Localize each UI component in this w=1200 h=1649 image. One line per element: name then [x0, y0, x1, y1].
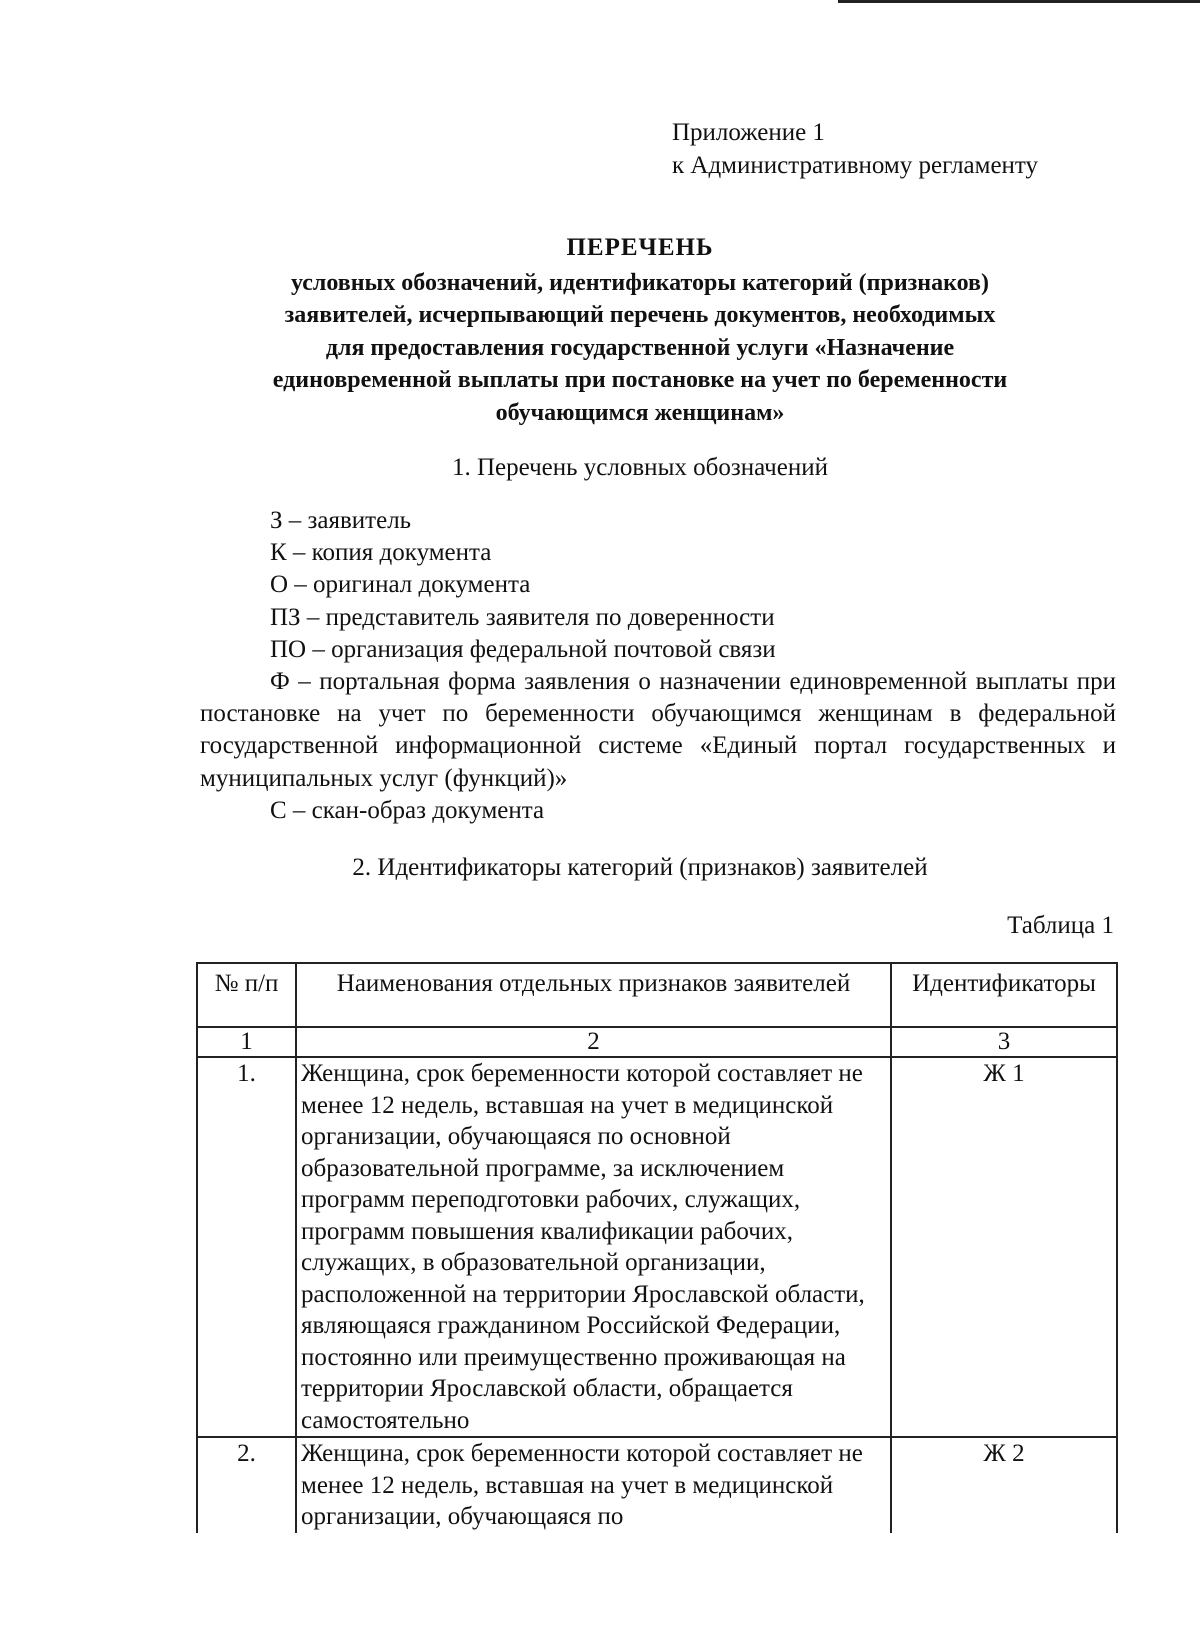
- heading-line-3: для предоставления государственной услуги «Назначение: [325, 334, 955, 361]
- legend-item: Ф – портальная форма заявления о назначении единовременной выплаты при постановке на учет по беременности обучающимся женщинам в федеральной государственной информационной системе «Единый портал государственных и муниципальных услуг (функций)»: [200, 668, 1116, 792]
- heading-line-2: заявителей, исчерпывающий перечень документов, необходимых: [284, 302, 996, 328]
- table-row: [197, 1057, 1117, 1437]
- section-2-title: 2. Идентификаторы категорий (признаков) заявителей: [352, 854, 928, 881]
- appendix-line-2: к Административному регламенту: [672, 152, 1039, 179]
- row-description: Женщина, срок беременности которой составляет не менее 12 недель, вставшая на учет в медицинской организации, обучающаяся по: [296, 1437, 891, 1533]
- legend-item: К – копия документа: [270, 539, 492, 567]
- scan-artifact-line: [838, 0, 1200, 3]
- legend-item: О – оригинал документа: [270, 571, 531, 599]
- table-row: [197, 1437, 1117, 1533]
- legend-item: С – скан-образ документа: [270, 796, 545, 824]
- legend-list: [200, 505, 1116, 827]
- section-1-title: 1. Перечень условных обозначений: [451, 454, 828, 481]
- column-number: 2: [296, 1027, 891, 1057]
- row-number: 2.: [197, 1437, 296, 1533]
- header-name: Наименования отдельных признаков заявителей: [296, 963, 891, 1027]
- heading-line-4: единовременной выплаты при постановке на учет по беременности: [272, 367, 1008, 393]
- legend-item: З – заявитель: [270, 507, 412, 534]
- column-number-row: [197, 1027, 1117, 1057]
- applicant-categories-table: [196, 962, 1118, 1533]
- header-number: № п/п: [197, 963, 296, 1027]
- row-identifier: Ж 1: [891, 1057, 1117, 1437]
- heading-line-5: обучающимся женщинам»: [495, 399, 785, 426]
- column-number: 3: [891, 1027, 1117, 1057]
- legend-item: ПО – организация федеральной почтовой связи: [270, 635, 776, 663]
- header-identifier: Идентификаторы: [891, 963, 1117, 1027]
- appendix-line-1: Приложение 1: [672, 119, 825, 146]
- document-title: ПЕРЕЧЕНЬ: [566, 234, 714, 261]
- column-number: 1: [197, 1027, 296, 1057]
- row-number: 1.: [197, 1057, 296, 1437]
- heading-line-1: условных обозначений, идентификаторы категорий (признаков): [290, 269, 989, 296]
- table-header-row: [197, 963, 1117, 1027]
- table-caption: Таблица 1: [1007, 912, 1114, 939]
- row-description: Женщина, срок беременности которой составляет не менее 12 недель, вставшая на учет в медицинской организации, обучающаяся по основной образовательной программе, за исключением программ переподготовки рабочих, служащих, программ повышения квалификации рабочих, служащих, в образовательной организации, расположенной на территории Ярославской области, являющаяся гражданином Российской Федерации, постоянно или преимущественно проживающая на территории Ярославской области, обращается самостоятельно: [296, 1057, 891, 1437]
- row-identifier: Ж 2: [891, 1437, 1117, 1533]
- document-heading: [200, 232, 1080, 429]
- legend-item: ПЗ – представитель заявителя по доверенности: [270, 603, 775, 631]
- appendix-block: [672, 116, 1038, 182]
